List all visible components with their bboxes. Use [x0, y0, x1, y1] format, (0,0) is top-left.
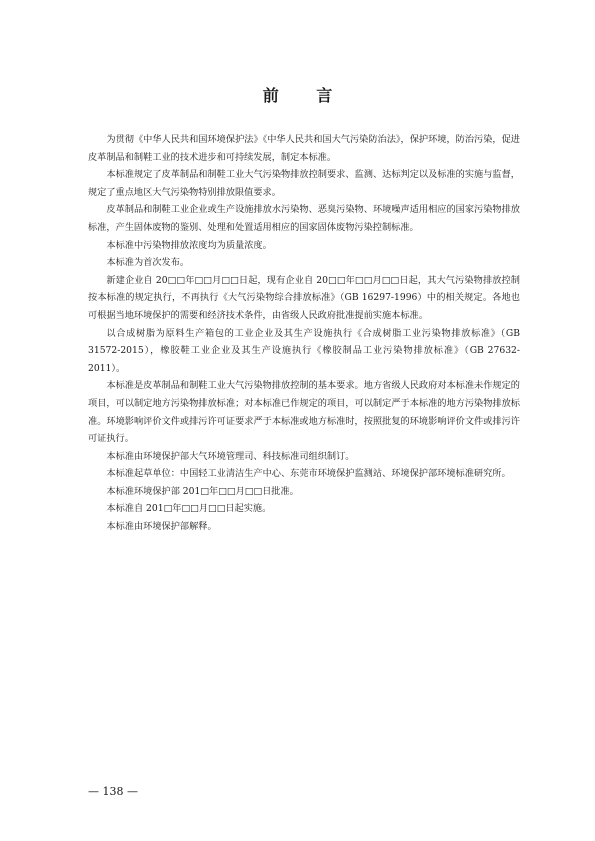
foreword-body — [88, 131, 520, 536]
paragraph: 新建企业自 20□□年□□月□□日起，现有企业自 20□□年□□月□□日起，其大气污染物排放控制按本标准的规定执行，不再执行《大气污染物综合排放标准》（GB 16297-1996）中的相关规定。各地也可根据当地环境保护的需要和经济技术条件，由省级人民政府批准提前实施本标准。 — [88, 274, 520, 321]
paragraph: 本标准起草单位：中国轻工业清洁生产中心、东莞市环境保护监测站、环境保护部环境标准研究所。 — [106, 468, 511, 480]
paragraph: 本标准由环境保护部大气环境管理司、科技标准司组织制订。 — [106, 450, 355, 462]
paragraph: 本标准是皮革制品和制鞋工业大气污染物排放控制的基本要求。地方省级人民政府对本标准未作规定的项目，可以制定地方污染物排放标准；对本标准已作规定的项目，可以制定严于本标准的地方污染物排放标准。环境影响评价文件或排污许可证要求严于本标准或地方标准时，按照批复的环境影响评价文件或排污许可证执行。 — [88, 380, 520, 445]
page-title: 前 言 — [262, 86, 349, 105]
paragraph: 本标准环境保护部 201□年□□月□□日批准。 — [106, 485, 299, 497]
paragraph: 本标准为首次发布。 — [106, 257, 190, 269]
paragraph: 本标准中污染物排放浓度均为质量浓度。 — [106, 239, 272, 251]
paragraph: 以合成树脂为原料生产箱包的工业企业及其生产设施执行《合成树脂工业污染物排放标准》（GB 31572-2015），橡胶鞋工业企业及其生产设施执行《橡胶制品工业污染物排放标准》（GB 27632-2011）。 — [88, 327, 520, 374]
paragraph: 本标准自 201□年□□月□□日起实施。 — [106, 503, 272, 515]
paragraph: 皮革制品和制鞋工业企业或生产设施排放水污染物、恶臭污染物、环境噪声适用相应的国家污染物排放标准，产生固体废物的鉴别、处理和处置适用相应的国家固体废物污染控制标准。 — [88, 204, 520, 233]
paragraph: 本标准由环境保护部解释。 — [106, 521, 217, 533]
page-number: — 138 — — [88, 785, 138, 798]
paragraph: 为贯彻《中华人民共和国环境保护法》《中华人民共和国大气污染防治法》，保护环境，防治污染，促进皮革制品和制鞋工业的技术进步和可持续发展，制定本标准。 — [88, 134, 520, 163]
paragraph: 本标准规定了皮革制品和制鞋工业大气污染物排放控制要求、监测、达标判定以及标准的实施与监督，规定了重点地区大气污染物特别排放限值要求。 — [88, 169, 520, 198]
